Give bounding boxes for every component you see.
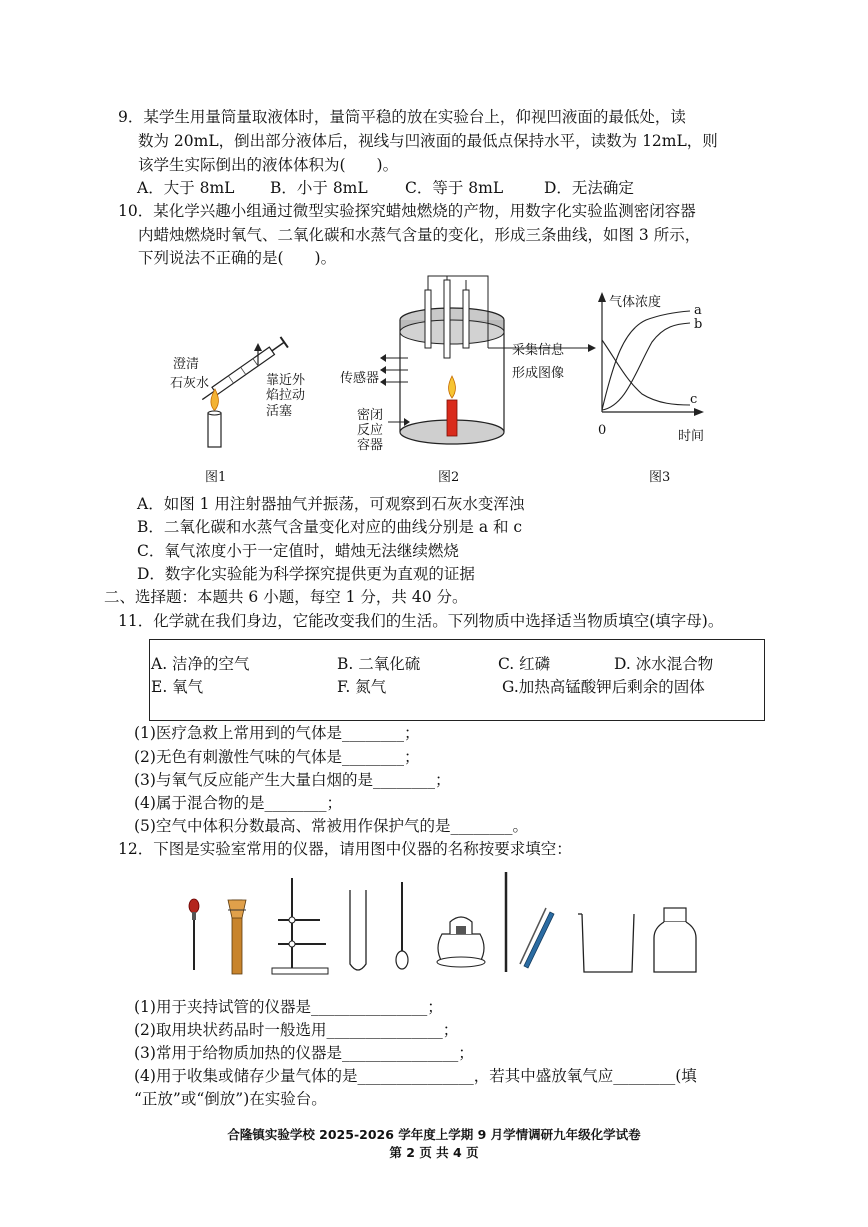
q11-stem: 11．化学就在我们身边，它能改变我们的生活。下列物质中选择适当物质填空(填字母)。	[118, 612, 724, 630]
q10-option-d: D．数字化实验能为科学探究提供更为直观的证据	[137, 565, 475, 583]
fig3-caption: 图3	[649, 470, 671, 485]
q9-line1: 9．某学生用量筒量取液体时，量筒平稳的放在实验台上，仰视凹液面的最低处，读	[118, 108, 686, 126]
q11-item-2: (2)无色有刺激性气味的气体是________；	[134, 748, 420, 766]
section2-heading: 二、选择题：本题共 6 小题，每空 1 分，共 40 分。	[104, 588, 468, 606]
fig3-origin: 0	[598, 423, 607, 438]
curve-b	[602, 323, 690, 410]
beaker-icon	[578, 914, 634, 972]
q9-option-d: D．无法确定	[544, 179, 634, 197]
fig2-caption: 图2	[438, 470, 460, 485]
fig1-label-5: 活塞	[266, 404, 293, 419]
fig1-label-1: 澄清	[173, 357, 200, 372]
q11-box-b: B. 二氧化硫	[337, 655, 421, 673]
q9-option-a: A．大于 8mL	[137, 179, 235, 197]
q12-stem: 12．下图是实验室常用的仪器，请用图中仪器的名称按要求填空：	[118, 840, 572, 858]
q11-box-g: G.加热高锰酸钾后剩余的固体	[502, 678, 705, 696]
q10-option-b: B．二氧化碳和水蒸气含量变化对应的曲线分别是 a 和 c	[137, 518, 523, 536]
figure2-sealed-container	[380, 272, 620, 452]
q10-option-c: C．氧气浓度小于一定值时，蜡烛无法继续燃烧	[137, 542, 459, 560]
fig2-container-label-3: 容器	[357, 438, 384, 453]
footer-school-line: 合隆镇实验学校 2025-2026 学年度上学期 9 月学情调研九年级化学试卷	[227, 1127, 641, 1142]
q9-option-b: B．小于 8mL	[270, 179, 368, 197]
q12-item-2: (2)取用块状药品时一般选用_______________；	[134, 1021, 459, 1039]
q10-line3: 下列说法不正确的是( )。	[138, 249, 337, 267]
q12-item-3: (3)常用于给物质加热的仪器是_______________；	[134, 1044, 474, 1062]
q10-line2: 内蜡烛燃烧时氧气、二氧化碳和水蒸气含量的变化，形成三条曲线，如图 3 所示，	[138, 226, 701, 244]
q12-item-4: (4)用于收集或储存少量气体的是_______________，若其中盛放氧气应________(填	[134, 1067, 697, 1085]
footer-page-number: 第 2 页 共 4 页	[389, 1145, 479, 1160]
fig3-xlabel: 时间	[678, 429, 705, 444]
fig3-curve-c-label: c	[690, 392, 698, 407]
dropper-icon	[189, 899, 199, 970]
fig2-container-label-2: 反应	[357, 423, 384, 438]
fig3-curve-b-label: b	[694, 317, 703, 332]
q9-option-c: C．等于 8mL	[405, 179, 504, 197]
fig2-info-label-1: 采集信息	[512, 343, 565, 358]
q11-item-3: (3)与氧气反应能产生大量白烟的是________；	[134, 771, 451, 789]
spatula-icon	[396, 882, 408, 969]
tweezers-icon	[520, 908, 554, 968]
fig3-curve-a-label: a	[694, 303, 702, 318]
q11-item-5: (5)空气中体积分数最高、常被用作保护气的是________。	[134, 817, 528, 835]
iron-stand-icon	[272, 878, 328, 974]
lab-instruments-figure	[180, 868, 700, 978]
fig3-ylabel: 气体浓度	[609, 295, 662, 310]
q12-item-5: “正放”或“倒放”)在实验台。	[134, 1090, 327, 1108]
fig2-container-label-1: 密闭	[357, 408, 384, 423]
q11-item-1: (1)医疗急救上常用到的气体是________；	[134, 724, 420, 742]
gas-bottle-icon	[654, 908, 696, 972]
q10-option-a: A．如图 1 用注射器抽气并振荡，可观察到石灰水变浑浊	[137, 495, 525, 513]
q9-line3: 该学生实际倒出的液体体积为( )。	[138, 156, 399, 174]
q9-line2: 数为 20mL，倒出部分液体后，视线与凹液面的最低点保持水平，读数为 12mL，则	[138, 132, 718, 150]
q12-item-1: (1)用于夹持试管的仪器是_______________；	[134, 998, 443, 1016]
q11-box-e: E. 氧气	[151, 678, 204, 696]
q11-box-d: D. 冰水混合物	[614, 655, 714, 673]
q11-box-a: A. 洁净的空气	[151, 655, 250, 673]
fig2-sensor-label: 传感器	[340, 371, 380, 386]
test-tube-icon	[350, 890, 366, 970]
test-tube-holder-icon	[228, 900, 246, 974]
fig2-info-label-2: 形成图像	[512, 366, 565, 381]
q11-box-f: F. 氮气	[337, 678, 387, 696]
alcohol-lamp-icon	[437, 917, 485, 967]
fig1-label-3: 靠近外	[266, 373, 306, 388]
fig1-label-2: 石灰水	[170, 376, 210, 391]
fig1-label-4: 焰拉动	[266, 388, 306, 403]
q10-line1: 10．某化学兴趣小组通过微型实验探究蜡烛燃烧的产物，用数字化实验监测密闭容器	[118, 202, 696, 220]
q11-item-4: (4)属于混合物的是________；	[134, 794, 342, 812]
q11-box-c: C. 红磷	[498, 655, 551, 673]
fig1-caption: 图1	[205, 470, 227, 485]
curve-c	[602, 340, 690, 405]
